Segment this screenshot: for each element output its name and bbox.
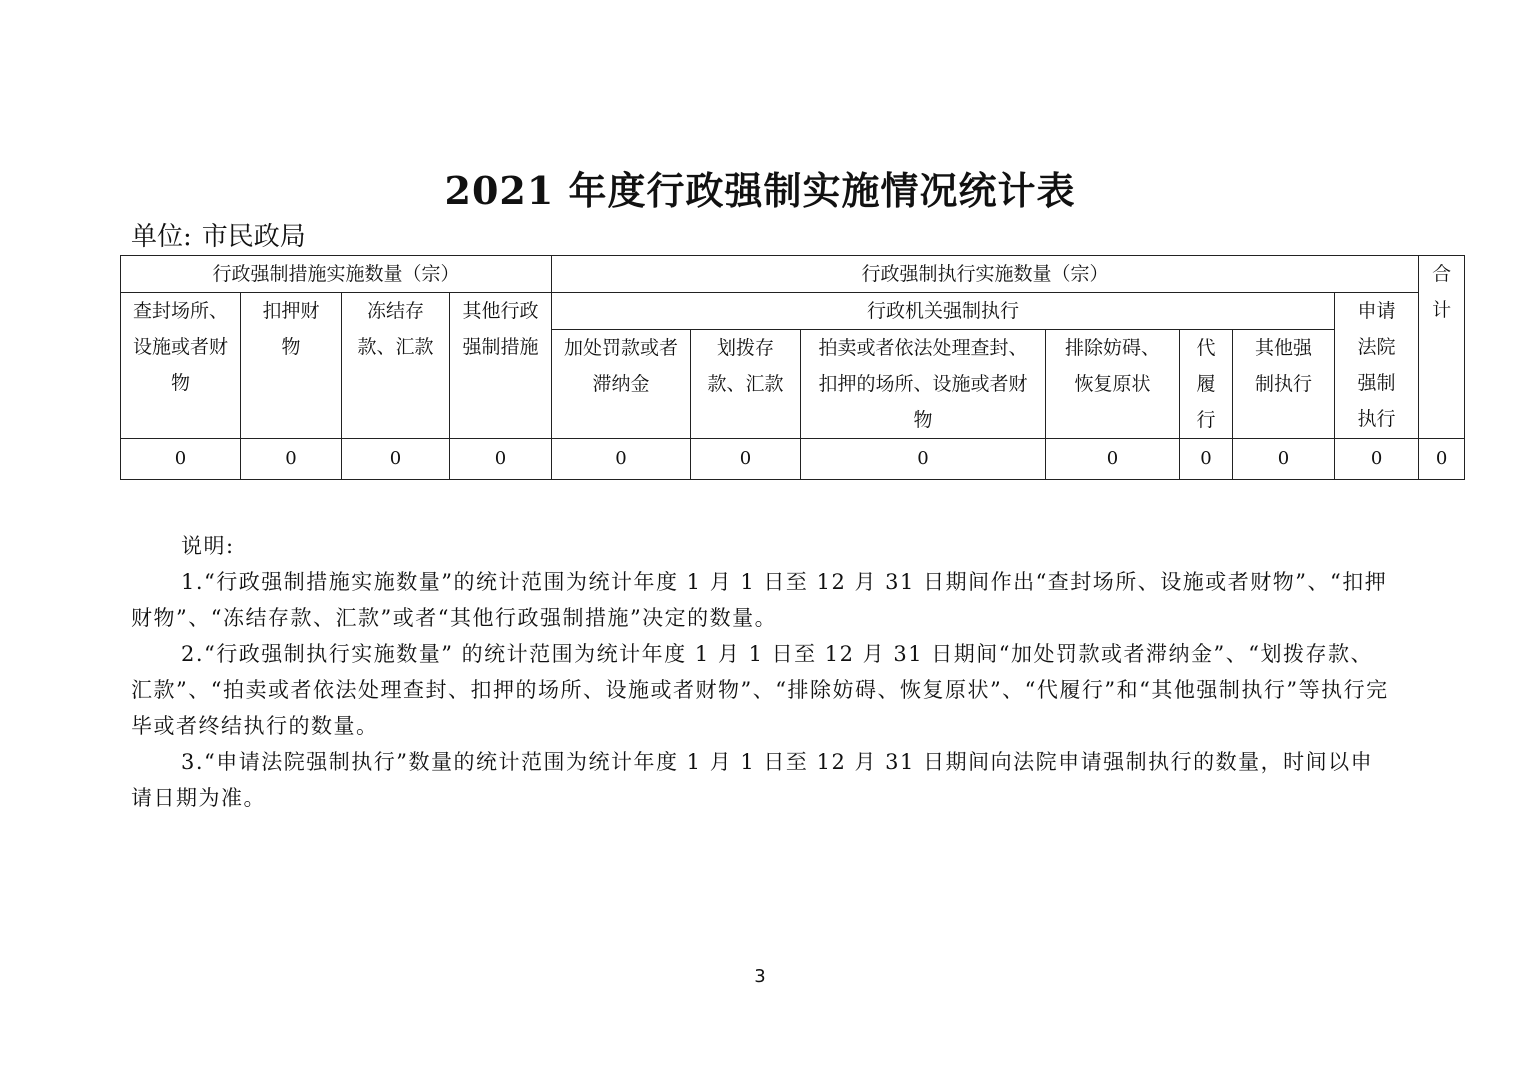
header-total: 合计 — [1419, 256, 1465, 439]
header-admin-exec: 行政机关强制执行 — [552, 293, 1335, 330]
value-cell: 0 — [121, 439, 241, 480]
notes-heading: 说明: — [181, 534, 235, 558]
statistics-table — [120, 255, 1465, 480]
header-exec-fine: 加处罚款或者滞纳金 — [552, 330, 691, 439]
note-item: 3.“申请法院强制执行”数量的统计范围为统计年度 1 月 1 日至 12 月 31 日期间向法院申请强制执行的数量，时间以申请日期为准。 — [131, 750, 1374, 810]
value-cell: 0 — [1233, 439, 1335, 480]
header-exec-other: 其他强制执行 — [1233, 330, 1335, 439]
note-item: 2.“行政强制执行实施数量” 的统计范围为统计年度 1 月 1 日至 12 月 31 日期间“加处罚款或者滞纳金”、“划拨存款、汇款”、“拍卖或者依法处理查封、扣押的场所、设施或者财物”、“排除妨碍、恢复原状”、“代履行”和“其他强制执行”等执行完毕或者终结执行的数量。 — [131, 642, 1389, 738]
value-row — [121, 439, 1465, 480]
header-exec-transfer: 划拨存款、汇款 — [691, 330, 801, 439]
header-exec-remove: 排除妨碍、恢复原状 — [1046, 330, 1180, 439]
value-cell: 0 — [342, 439, 450, 480]
value-cell: 0 — [691, 439, 801, 480]
header-row-2 — [121, 293, 1465, 330]
page-title: 2021 年度行政强制实施情况统计表 — [444, 168, 1076, 213]
unit-value: 市民政局 — [201, 222, 306, 252]
header-exec-substitute: 代履行 — [1180, 330, 1233, 439]
header-measure-detain: 扣押财物 — [241, 293, 342, 439]
value-cell: 0 — [552, 439, 691, 480]
value-cell: 0 — [1335, 439, 1419, 480]
value-cell-total: 0 — [1419, 439, 1465, 480]
value-cell: 0 — [1180, 439, 1233, 480]
header-measure-other: 其他行政强制措施 — [450, 293, 552, 439]
unit-label: 单位: — [131, 222, 192, 252]
page-number: 3 — [754, 966, 766, 987]
group-header-measures: 行政强制措施实施数量（宗） — [121, 256, 552, 293]
value-cell: 0 — [450, 439, 552, 480]
header-exec-auction: 拍卖或者依法处理查封、扣押的场所、设施或者财物 — [801, 330, 1046, 439]
unit-line — [131, 216, 316, 253]
value-cell: 0 — [1046, 439, 1180, 480]
header-row-1 — [121, 256, 1465, 293]
header-measure-freeze: 冻结存款、汇款 — [342, 293, 450, 439]
header-measure-seal: 查封场所、设施或者财物 — [121, 293, 241, 439]
group-header-executions: 行政强制执行实施数量（宗） — [552, 256, 1419, 293]
value-cell: 0 — [241, 439, 342, 480]
header-court-exec: 申请法院强制执行 — [1335, 293, 1419, 439]
note-item: 1.“行政强制措施实施数量”的统计范围为统计年度 1 月 1 日至 12 月 31 日期间作出“查封场所、设施或者财物”、“扣押财物”、“冻结存款、汇款”或者“其他行政强制措施”决定的数量。 — [131, 570, 1388, 630]
value-cell: 0 — [801, 439, 1046, 480]
notes-section — [131, 528, 1393, 816]
